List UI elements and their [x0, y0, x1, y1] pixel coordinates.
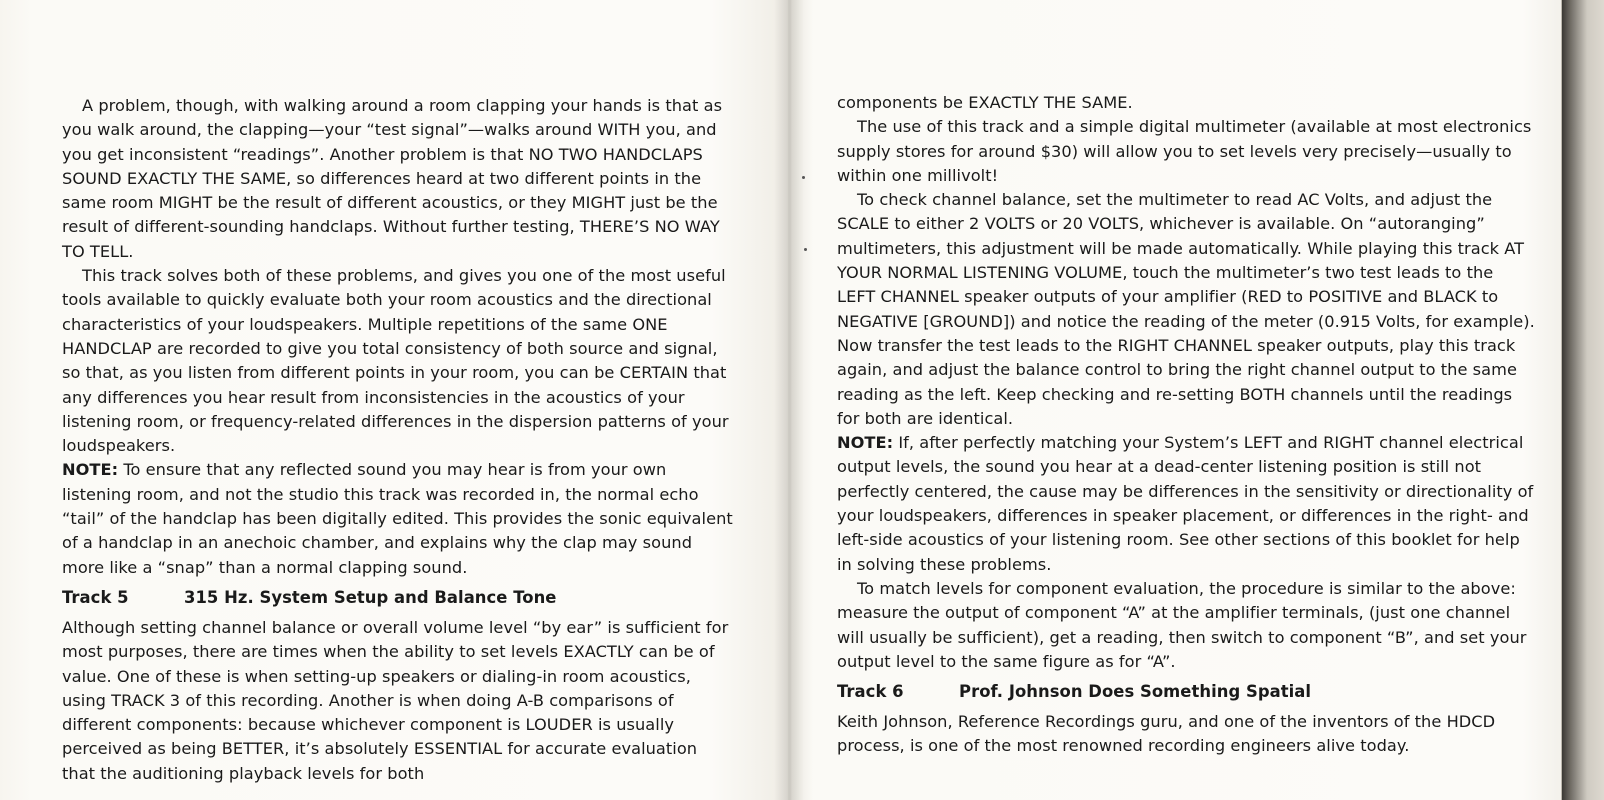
right-text-block — [837, 91, 1535, 759]
right-paragraph-4: To match levels for component evaluation, the procedure is similar to the above: measure the output of component “A” at the amplifier terminals, (just one channel will usually be sufficient), get a reading, then switch to component “B”, and set your output level to the same figure as for “A”. — [837, 578, 1527, 671]
track-5-title: 315 Hz. System Setup and Balance Tone — [184, 587, 557, 607]
track-6-title: Prof. Johnson Does Something Spatial — [959, 682, 1312, 702]
left-page — [0, 0, 790, 800]
left-paragraph-1: A problem, though, with walking around a room clapping your hands is that as you walk around, the clapping—your “test signal”—walks around WITH you, and you get inconsistent “readings”. Another problem is that NO TWO HANDCLAPS SOUND EXACTLY THE SAME, so differences heard at two different points in the same room MIGHT be the result of different acoustics, or they MIGHT just be the result of different-sounding handclaps. Without further testing, THERE’S NO WAY TO TELL. — [62, 96, 723, 261]
track-5-heading — [62, 586, 734, 610]
right-note-label: NOTE: — [837, 433, 894, 453]
track-5-number: Track 5 — [62, 587, 129, 607]
left-note-text: To ensure that any reflected sound you may hear is from your own listening room, and not the studio this track was recorded in, the normal echo “tail” of the handclap has been digitally edited. This provides the sonic equivalent of a handclap in an anechoic chamber, and explains why the clap may sound more like a “snap” than a normal clapping sound. — [62, 460, 733, 577]
booklet-edge — [1562, 0, 1604, 800]
binding-mark — [802, 176, 805, 179]
binding-mark — [804, 248, 807, 251]
left-text-block — [62, 94, 734, 786]
right-page — [790, 0, 1562, 800]
left-paragraph-3: Although setting channel balance or overall volume level “by ear” is sufficient for most purposes, there are times when the ability to set levels EXACTLY can be of value. One of these is when setting-up speakers or dialing-in room acoustics, using TRACK 3 of this recording. Another is when doing A-B comparisons of different components: because whichever component is LOUDER is usually perceived as being BETTER, it’s absolutely ESSENTIAL for accurate evaluation that the auditioning playback levels for both — [62, 617, 729, 783]
left-note — [62, 458, 734, 579]
right-note-text: If, after perfectly matching your System’s LEFT and RIGHT channel electrical output levels, the sound you hear at a dead-center listening position is still not perfectly centered, the cause may be differences in the sensitivity or directionality of your loudspeakers, differences in speaker placement, or differences in the right- and left-side acoustics of your listening room. See other sections of this booklet for help in solving these problems. — [837, 433, 1534, 574]
track-6-heading — [837, 680, 1535, 704]
right-note — [837, 431, 1535, 577]
track-6-number: Track 6 — [837, 682, 904, 702]
right-paragraph-1: components be EXACTLY THE SAME. — [837, 93, 1133, 112]
left-note-label: NOTE: — [62, 460, 119, 480]
right-paragraph-5: Keith Johnson, Reference Recordings guru, and one of the inventors of the HDCD process, is one of the most renowned recording engineers alive today. — [837, 712, 1496, 756]
right-paragraph-2: The use of this track and a simple digital multimeter (available at most electronics supply stores for around $30) will allow you to set levels very precisely—usually to within one millivolt! — [837, 117, 1532, 185]
left-paragraph-2: This track solves both of these problems, and gives you one of the most useful tools available to quickly evaluate both your room acoustics and the directional characteristics of your loudspeakers. Multiple repetitions of the same ONE HANDCLAP are recorded to give you total consistency of both source and signal, so that, as you listen from different points in your room, you can be CERTAIN that any differences you hear result from inconsistencies in the acoustics of your listening room, or frequency-related differences in the dispersion patterns of your loudspeakers. — [62, 266, 729, 456]
right-paragraph-3: To check channel balance, set the multimeter to read AC Volts, and adjust the SCALE to either 2 VOLTS or 20 VOLTS, whichever is available. On “autoranging” multimeters, this adjustment will be made automatically. While playing this track AT YOUR NORMAL LISTENING VOLUME, touch the multimeter’s two test leads to the LEFT CHANNEL speaker outputs of your amplifier (RED to POSITIVE and BLACK to NEGATIVE [GROUND]) and notice the reading of the meter (0.915 Volts, for example). Now transfer the test leads to the RIGHT CHANNEL speaker outputs, play this track again, and adjust the balance control to bring the right channel output to the same reading as the left. Keep checking and re-setting BOTH channels until the readings for both are identical. — [837, 190, 1535, 428]
